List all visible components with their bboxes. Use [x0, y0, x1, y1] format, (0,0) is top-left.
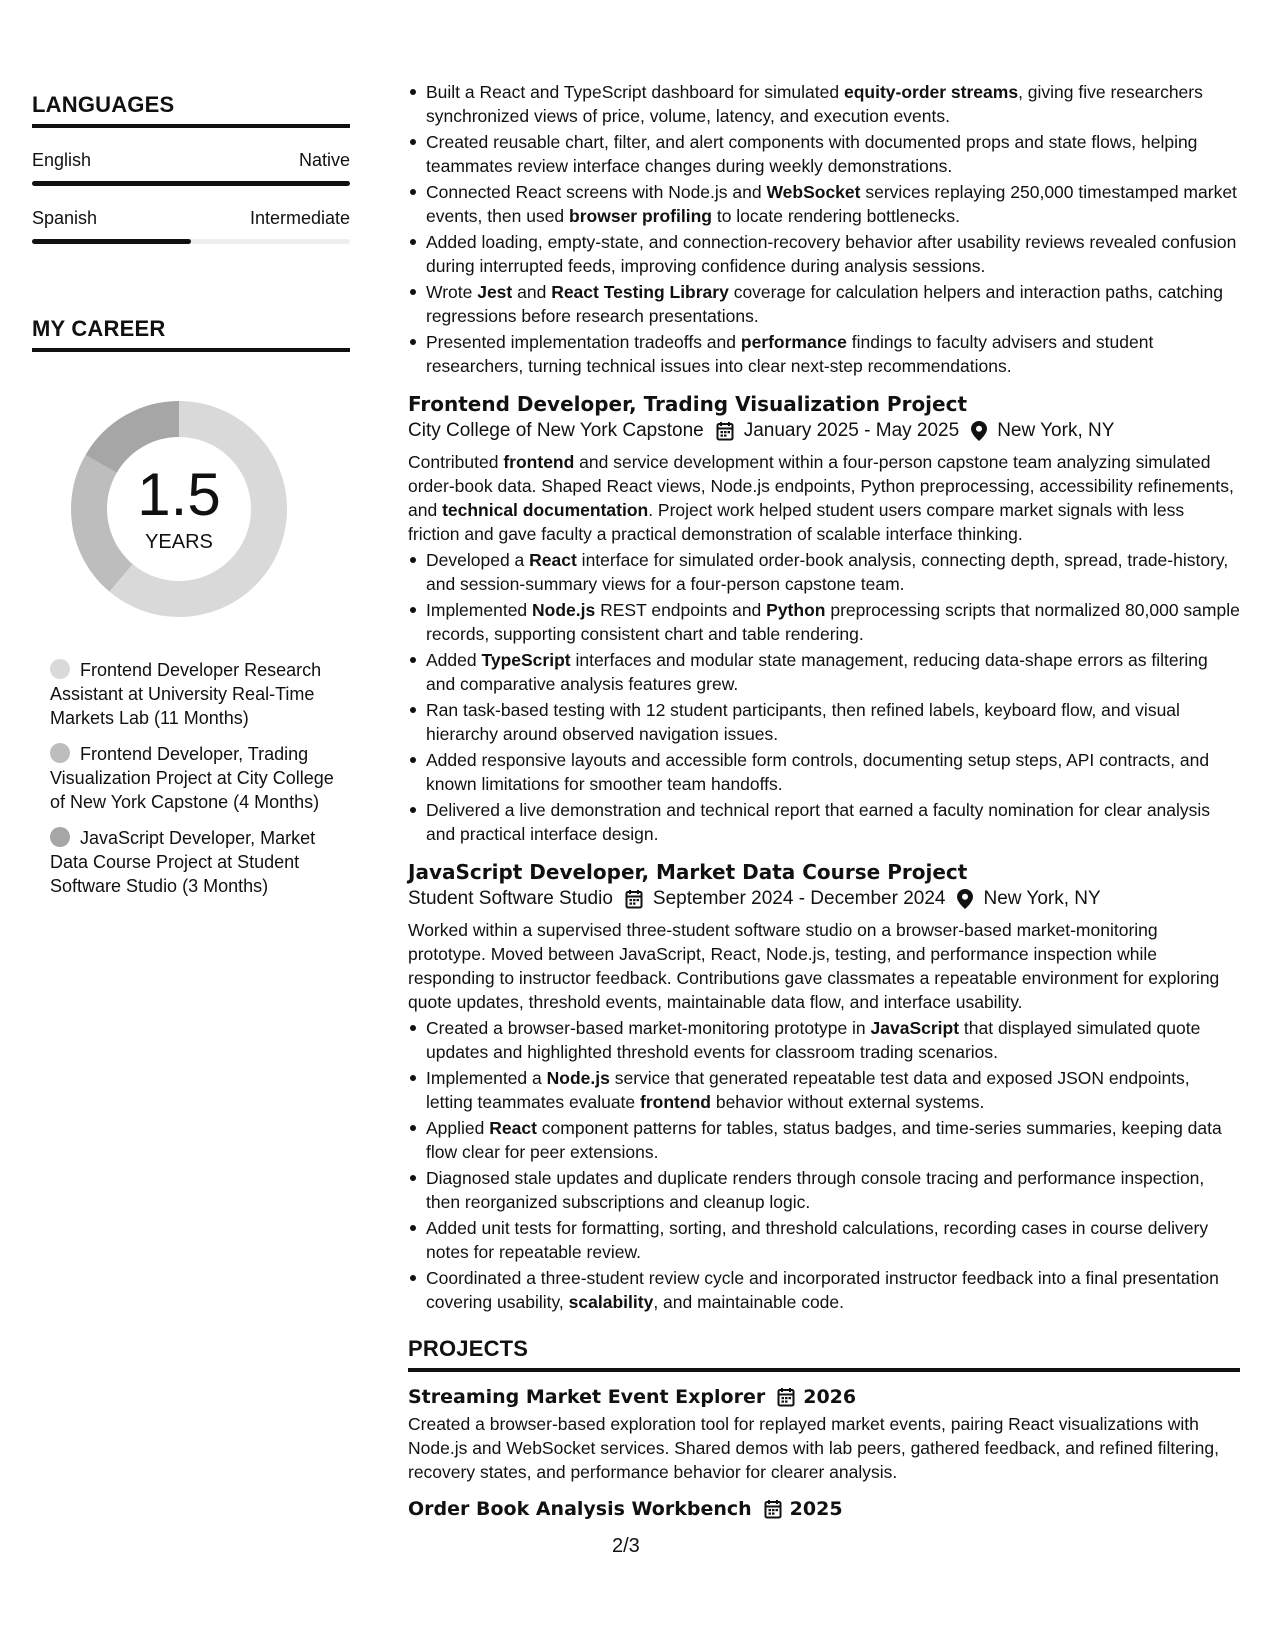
job-org: City College of New York Capstone [408, 420, 704, 441]
bullet-item: Added unit tests for formatting, sorting, and threshold calculations, recording cases in course delivery notes for repeatable review. [426, 1216, 1240, 1264]
career-legend-text: JavaScript Developer, Market Data Course Project at Student Software Studio (3 Months) [50, 828, 316, 896]
project-entry [408, 1386, 1240, 1484]
page-number: 2/3 [612, 1535, 640, 1557]
language-level-bar [32, 239, 350, 244]
languages-heading: LANGUAGES [32, 92, 350, 128]
job-location: New York, NY [997, 420, 1115, 441]
career-total-value: 1.5 [137, 460, 221, 528]
job-location: New York, NY [983, 888, 1101, 909]
sidebar [32, 92, 350, 910]
bullet-item: Connected React screens with Node.js and WebSocket services replaying 250,000 timestamped market events, then used browser profiling to locate rendering bottlenecks. [426, 180, 1240, 228]
project-entry [408, 1498, 1240, 1520]
language-level: Intermediate [249, 208, 350, 228]
career-legend [50, 658, 340, 898]
legend-dot-icon [50, 743, 70, 763]
project-name: Streaming Market Event Explorer [408, 1386, 766, 1408]
bullet-item: Added loading, empty-state, and connection-recovery behavior after usability reviews revealed confusion during interrupted feeds, improving confidence during analysis sessions. [426, 230, 1240, 278]
career-heading: MY CAREER [32, 316, 350, 352]
bullet-item: Delivered a live demonstration and technical report that earned a faculty nomination for clear analysis and practical interface design. [426, 798, 1240, 846]
calendar-icon [625, 889, 643, 909]
language-item [32, 150, 350, 186]
job-entry [408, 860, 1240, 1314]
career-legend-text: Frontend Developer, Trading Visualization Project at City College of New York Capstone (4 Months) [50, 744, 334, 812]
project-name: Order Book Analysis Workbench [408, 1498, 752, 1520]
language-name: English [32, 150, 92, 170]
career-legend-text: Frontend Developer Research Assistant at University Real-Time Markets Lab (11 Months) [50, 660, 322, 728]
language-item [32, 208, 350, 244]
language-level-bar [32, 181, 350, 186]
job-meta [408, 888, 1240, 910]
career-legend-item [50, 658, 340, 730]
career-donut-chart [64, 394, 294, 624]
bullet-item: Applied React component patterns for tables, status badges, and time-series summaries, keeping data flow clear for peer extensions. [426, 1116, 1240, 1164]
bullet-item: Created reusable chart, filter, and alert components with documented props and state flows, helping teammates review interface changes during weekly demonstrations. [426, 130, 1240, 178]
bullet-item: Added responsive layouts and accessible form controls, documenting setup steps, API contracts, and known limitations for smoother team handoffs. [426, 748, 1240, 796]
legend-dot-icon [50, 827, 70, 847]
bullet-item: Added TypeScript interfaces and modular state management, reducing data-shape errors as filtering and comparative analysis features grew. [426, 648, 1240, 696]
bullet-item: Ran task-based testing with 12 student participants, then refined labels, keyboard flow, and visual hierarchy around observed navigation issues. [426, 698, 1240, 746]
job-description: Contributed frontend and service development within a four-person capstone team analyzing simulated order-book data. Shaped React views, Node.js endpoints, Python preprocessing, accessibility refinements, and technical documentation. Project work helped student users compare market signals with less friction and gave faculty a practical demonstration of scalable interface thinking. [408, 452, 1234, 544]
calendar-icon [777, 1387, 795, 1407]
language-level-fill [32, 181, 350, 186]
job-org: Student Software Studio [408, 888, 613, 909]
job-dates: January 2025 - May 2025 [743, 420, 960, 441]
project-year: 2025 [789, 1498, 843, 1520]
job-title: Frontend Developer, Trading Visualization Project [408, 392, 968, 416]
job-entry [408, 392, 1240, 846]
bullet-item: Created a browser-based market-monitoring prototype in JavaScript that displayed simulated quote updates and highlighted threshold events for classroom trading scenarios. [426, 1016, 1240, 1064]
bullet-item: Presented implementation tradeoffs and performance findings to faculty advisers and student researchers, turning technical issues into clear next-step recommendations. [426, 330, 1240, 378]
language-level: Native [298, 150, 350, 170]
continued-experience-bullets [408, 80, 1240, 378]
job-title: JavaScript Developer, Market Data Course Project [408, 860, 968, 884]
bullet-item: Built a React and TypeScript dashboard for simulated equity-order streams, giving five researchers synchronized views of price, volume, latency, and execution events. [426, 80, 1240, 128]
job-meta [408, 420, 1240, 442]
location-pin-icon [957, 889, 973, 909]
bullet-item: Wrote Jest and React Testing Library coverage for calculation helpers and interaction paths, catching regressions before research presentations. [426, 280, 1240, 328]
career-total-unit: YEARS [145, 530, 213, 553]
projects-section [408, 1336, 1240, 1520]
location-pin-icon [971, 421, 987, 441]
career-section [32, 316, 350, 898]
calendar-icon [764, 1499, 782, 1519]
language-name: Spanish [32, 208, 98, 228]
job-bullets [408, 1016, 1240, 1314]
project-year: 2026 [803, 1386, 857, 1408]
job-bullets [408, 548, 1240, 846]
legend-dot-icon [50, 659, 70, 679]
bullet-item: Implemented Node.js REST endpoints and Python preprocessing scripts that normalized 80,000 sample records, supporting consistent chart and table rendering. [426, 600, 1240, 644]
project-description: Created a browser-based exploration tool for replayed market events, pairing React visualizations with Node.js and WebSocket services. Shared demos with lab peers, gathered feedback, and refined filtering, recovery states, and performance behavior for clearer analysis. [408, 1414, 1219, 1482]
job-dates: September 2024 - December 2024 [652, 888, 946, 909]
calendar-icon [716, 421, 734, 441]
bullet-item: Coordinated a three-student review cycle and incorporated instructor feedback into a final presentation covering usability, scalability, and maintainable code. [426, 1266, 1240, 1314]
career-legend-item [50, 826, 340, 898]
job-description: Worked within a supervised three-student software studio on a browser-based market-monitoring prototype. Moved between JavaScript, React, Node.js, testing, and performance inspection while responding to instructor feedback. Contributions gave classmates a repeatable environment for exploring quote updates, threshold events, maintainable data flow, and interface usability. [408, 920, 1220, 1012]
career-legend-item [50, 742, 340, 814]
main-content [408, 80, 1240, 1524]
projects-heading: PROJECTS [408, 1336, 1240, 1372]
bullet-item: Implemented a Node.js service that generated repeatable test data and exposed JSON endpoints, letting teammates evaluate frontend behavior without external systems. [426, 1066, 1240, 1114]
bullet-item: Diagnosed stale updates and duplicate renders through console tracing and performance inspection, then reorganized subscriptions and cleanup logic. [426, 1166, 1240, 1214]
bullet-item: Developed a React interface for simulated order-book analysis, connecting depth, spread, trade-history, and session-summary views for a four-person capstone team. [426, 548, 1240, 596]
language-level-fill [32, 239, 191, 244]
